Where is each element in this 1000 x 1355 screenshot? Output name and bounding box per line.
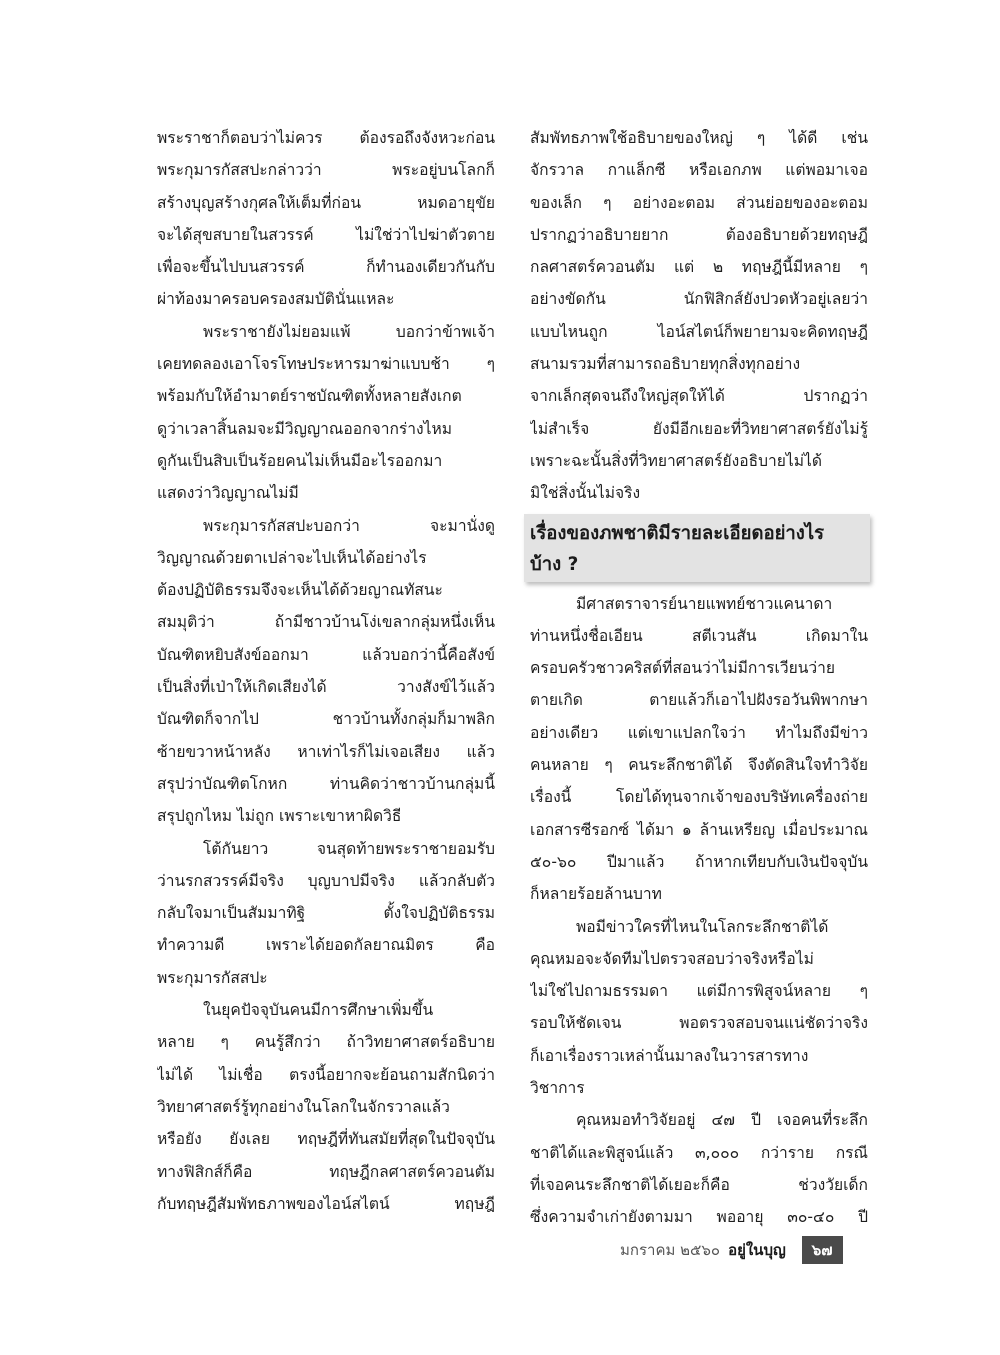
text-line: หรือยัง ยังเลย ทฤษฎีที่ทันสมัยที่สุดในปัจจุบัน [157, 1130, 495, 1149]
text-line: อย่างเดียว แต่เขาแปลกใจว่า ทำไมถึงมีข่าว [530, 723, 868, 742]
text-line: วิทยาศาสตร์รู้ทุกอย่างในโลกในจักรวาลแล้ว [157, 1097, 450, 1116]
text-line: เอกสารซีรอกซ์ ได้มา ๑ ล้านเหรียญ เมื่อประมาณ [530, 820, 868, 839]
text-line: กลศาสตร์ควอนตัม แต่ ๒ ทฤษฎีนี้มีหลาย ๆ [530, 258, 868, 277]
text-line: ดูว่าเวลาสิ้นลมจะมีวิญญาณออกจากร่างไหม [157, 419, 453, 438]
text-line: สรุปถูกไหม ไม่ถูก เพราะเขาหาผิดวิธี [157, 807, 402, 826]
text-line: พระกุมารกัสสปะบอกว่า จะมานั่งดู [203, 516, 495, 535]
text-line: คุณหมอทำวิจัยอยู่ ๔๗ ปี เจอคนที่ระลึก [576, 1111, 868, 1130]
text-line: ดูกันเป็นสิบเป็นร้อยคนไม่เห็นมีอะไรออกมา [157, 451, 443, 470]
text-line: ทำความดี เพราะได้ยอดกัลยาณมิตร คือ [157, 936, 495, 955]
text-line: ซ้ายขวาหน้าหลัง หาเท่าไรก็ไม่เจอเสียง แล้ว [157, 742, 495, 761]
magazine-title: อยู่ในบุญ [728, 1241, 786, 1259]
text-line: โต้กันยาว จนสุดท้ายพระราชายอมรับ [203, 839, 495, 858]
text-line: รอบให้ชัดเจน พอตรวจสอบจนแน่ชัดว่าจริง [530, 1014, 868, 1033]
text-line: บัณฑิตก็จากไป ชาวบ้านทั้งกลุ่มก็มาพลิก [157, 710, 495, 729]
text-line: ของเล็ก ๆ อย่างอะตอม ส่วนย่อยของอะตอม [530, 193, 868, 212]
text-line: ครอบครัวชาวคริสต์ที่สอนว่าไม่มีการเวียนว่าย [530, 659, 836, 678]
text-line: ท่านหนึ่งชื่อเอียน สตีเวนสัน เกิดมาใน [530, 626, 868, 645]
text-line: จากเล็กสุดจนถึงใหญ่สุดให้ได้ ปรากฏว่า [530, 387, 868, 406]
text-line: กับทฤษฎีสัมพัทธภาพของไอน์สไตน์ ทฤษฎี [157, 1194, 495, 1213]
text-line: ซึ่งความจำเก่ายังตามมา พออายุ ๓๐-๔๐ ปี [530, 1208, 868, 1227]
text-line: พระกุมารกัสสปะ [157, 968, 268, 987]
text-line: ว่านรกสวรรค์มีจริง บุญบาปมีจริง แล้วกลับตัว [157, 871, 495, 890]
text-line: พระราชายังไม่ยอมแพ้ บอกว่าข้าพเจ้า [203, 322, 495, 341]
section-heading [524, 514, 870, 582]
text-line: สมมุติว่า ถ้ามีชาวบ้านโง่เขลากลุ่มหนึ่งเห็น [157, 613, 495, 632]
text-line: ชาติได้และพิสูจน์แล้ว ๓,๐๐๐ กว่าราย กรณี [530, 1143, 868, 1162]
text-line: ไม่ได้ ไม่เชื่อ ตรงนี้อยากจะย้อนถามสักนิดว่า [157, 1065, 495, 1084]
page-number: ๖๗ [802, 1236, 843, 1264]
text-line: บัณฑิตหยิบสังข์ออกมา แล้วบอกว่านี้คือสังข์ [157, 645, 495, 664]
page-footer [620, 1236, 843, 1264]
text-line: วิญญาณด้วยตาเปล่าจะไปเห็นได้อย่างไร [157, 548, 427, 567]
text-line: สัมพัทธภาพใช้อธิบายของใหญ่ ๆ ได้ดี เช่น [530, 129, 868, 147]
text-line: ผ่าท้องมาครอบครองสมบัตินั่นแหละ [157, 290, 395, 309]
text-line: คนหลาย ๆ คนระลึกชาติได้ จึงตัดสินใจทำวิจัย [530, 756, 868, 775]
text-line: แบบไหนถูก ไอน์สไตน์ก็พยายามจะคิดทฤษฎี [530, 322, 868, 341]
text-line: ๕๐-๖๐ ปีมาแล้ว ถ้าหากเทียบกับเงินปัจจุบัน [530, 852, 868, 871]
text-line: ที่เจอคนระลึกชาติได้เยอะก็คือ ช่วงวัยเด็ก [530, 1175, 868, 1194]
text-line: ต้องปฏิบัติธรรมจึงจะเห็นได้ด้วยญาณทัสนะ [157, 581, 443, 600]
text-line: ตายเกิด ตายแล้วก็เอาไปฝังรอวันพิพากษา [530, 691, 868, 710]
text-line: พระราชาก็ตอบว่าไม่ควร ต้องรอถึงจังหวะก่อน [157, 129, 495, 147]
text-line: มีศาสตราจารย์นายแพทย์ชาวแคนาดา [576, 594, 833, 613]
issue-date: มกราคม ๒๕๖๐ [620, 1241, 721, 1259]
text-line: กลับใจมาเป็นสัมมาทิฐิ ตั้งใจปฏิบัติธรรม [157, 904, 495, 923]
text-line: เป็นสิ่งที่เป่าให้เกิดเสียงได้ วางสังข์ไว้แล้ว [157, 678, 495, 697]
text-line: สรุปว่าบัณฑิตโกหก ท่านคิดว่าชาวบ้านกลุ่มนี้ [157, 774, 495, 793]
text-line: ก็เอาเรื่องราวเหล่านั้นมาลงในวารสารทาง [530, 1046, 809, 1065]
section-heading-line-2: บ้าง ? [530, 553, 579, 575]
text-line: ก็หลายร้อยล้านบาท [530, 885, 662, 904]
text-line: จะได้สุขสบายในสวรรค์ ไม่ใช่ว่าไปฆ่าตัวตาย [157, 225, 495, 244]
text-line: ทางฟิสิกส์ก็คือ ทฤษฎีกลศาสตร์ควอนตัม [157, 1162, 495, 1181]
right-top-text [530, 122, 868, 510]
text-line: ปรากฏว่าอธิบายยาก ต้องอธิบายด้วยทฤษฎี [530, 225, 868, 244]
section-heading-line-1: เรื่องของภพชาติมีรายละเอียดอย่างไร [530, 522, 825, 544]
text-line: ในยุคปัจจุบันคนมีการศึกษาเพิ่มขึ้น [203, 1001, 434, 1020]
right-bottom-text [530, 588, 868, 1234]
text-line: หลาย ๆ คนรู้สึกว่า ถ้าวิทยาศาสตร์อธิบาย [157, 1033, 495, 1052]
left-column [157, 122, 495, 1220]
text-line: สนามรวมที่สามารถอธิบายทุกสิ่งทุกอย่าง [530, 355, 801, 374]
text-line: ไม่ใช่ไปถามธรรมดา แต่มีการพิสูจน์หลาย ๆ [530, 982, 868, 1001]
text-line: พอมีข่าวใครที่ไหนในโลกระลึกชาติได้ [576, 917, 829, 936]
text-line: สร้างบุญสร้างกุศลให้เต็มที่ก่อน หมดอายุขัย [157, 193, 495, 212]
text-line: พระกุมารกัสสปะกล่าวว่า พระอยู่บนโลกก็ [157, 161, 495, 180]
text-line: เคยทดลองเอาโจรโทษประหารมาฆ่าแบบช้า ๆ [157, 355, 495, 374]
text-line: แสดงว่าวิญญาณไม่มี [157, 484, 299, 503]
text-line: มิใช่สิ่งนั้นไม่จริง [530, 484, 641, 503]
text-line: เพราะฉะนั้นสิ่งที่วิทยาศาสตร์ยังอธิบายไม่ได้ [530, 451, 822, 470]
right-column [530, 122, 868, 1234]
text-line: เรื่องนี้ โดยได้ทุนจากเจ้าของบริษัทเครื่องถ่าย [530, 788, 868, 807]
text-line: วิชาการ [530, 1079, 585, 1098]
text-line: ไม่สำเร็จ ยังมีอีกเยอะที่วิทยาศาสตร์ยังไม่รู้ [530, 419, 868, 438]
text-line: อย่างขัดกัน นักฟิสิกส์ยังปวดหัวอยู่เลยว่า [530, 290, 868, 309]
text-line: พร้อมกับให้อำมาตย์ราชบัณฑิตทั้งหลายสังเกต [157, 387, 462, 406]
text-line: คุณหมอจะจัดทีมไปตรวจสอบว่าจริงหรือไม่ [530, 949, 814, 968]
text-line: จักรวาล กาแล็กซี หรือเอกภพ แต่พอมาเจอ [530, 161, 868, 180]
text-line: เพื่อจะขึ้นไปบนสวรรค์ ก็ทำนองเดียวกันกับ [157, 258, 495, 277]
